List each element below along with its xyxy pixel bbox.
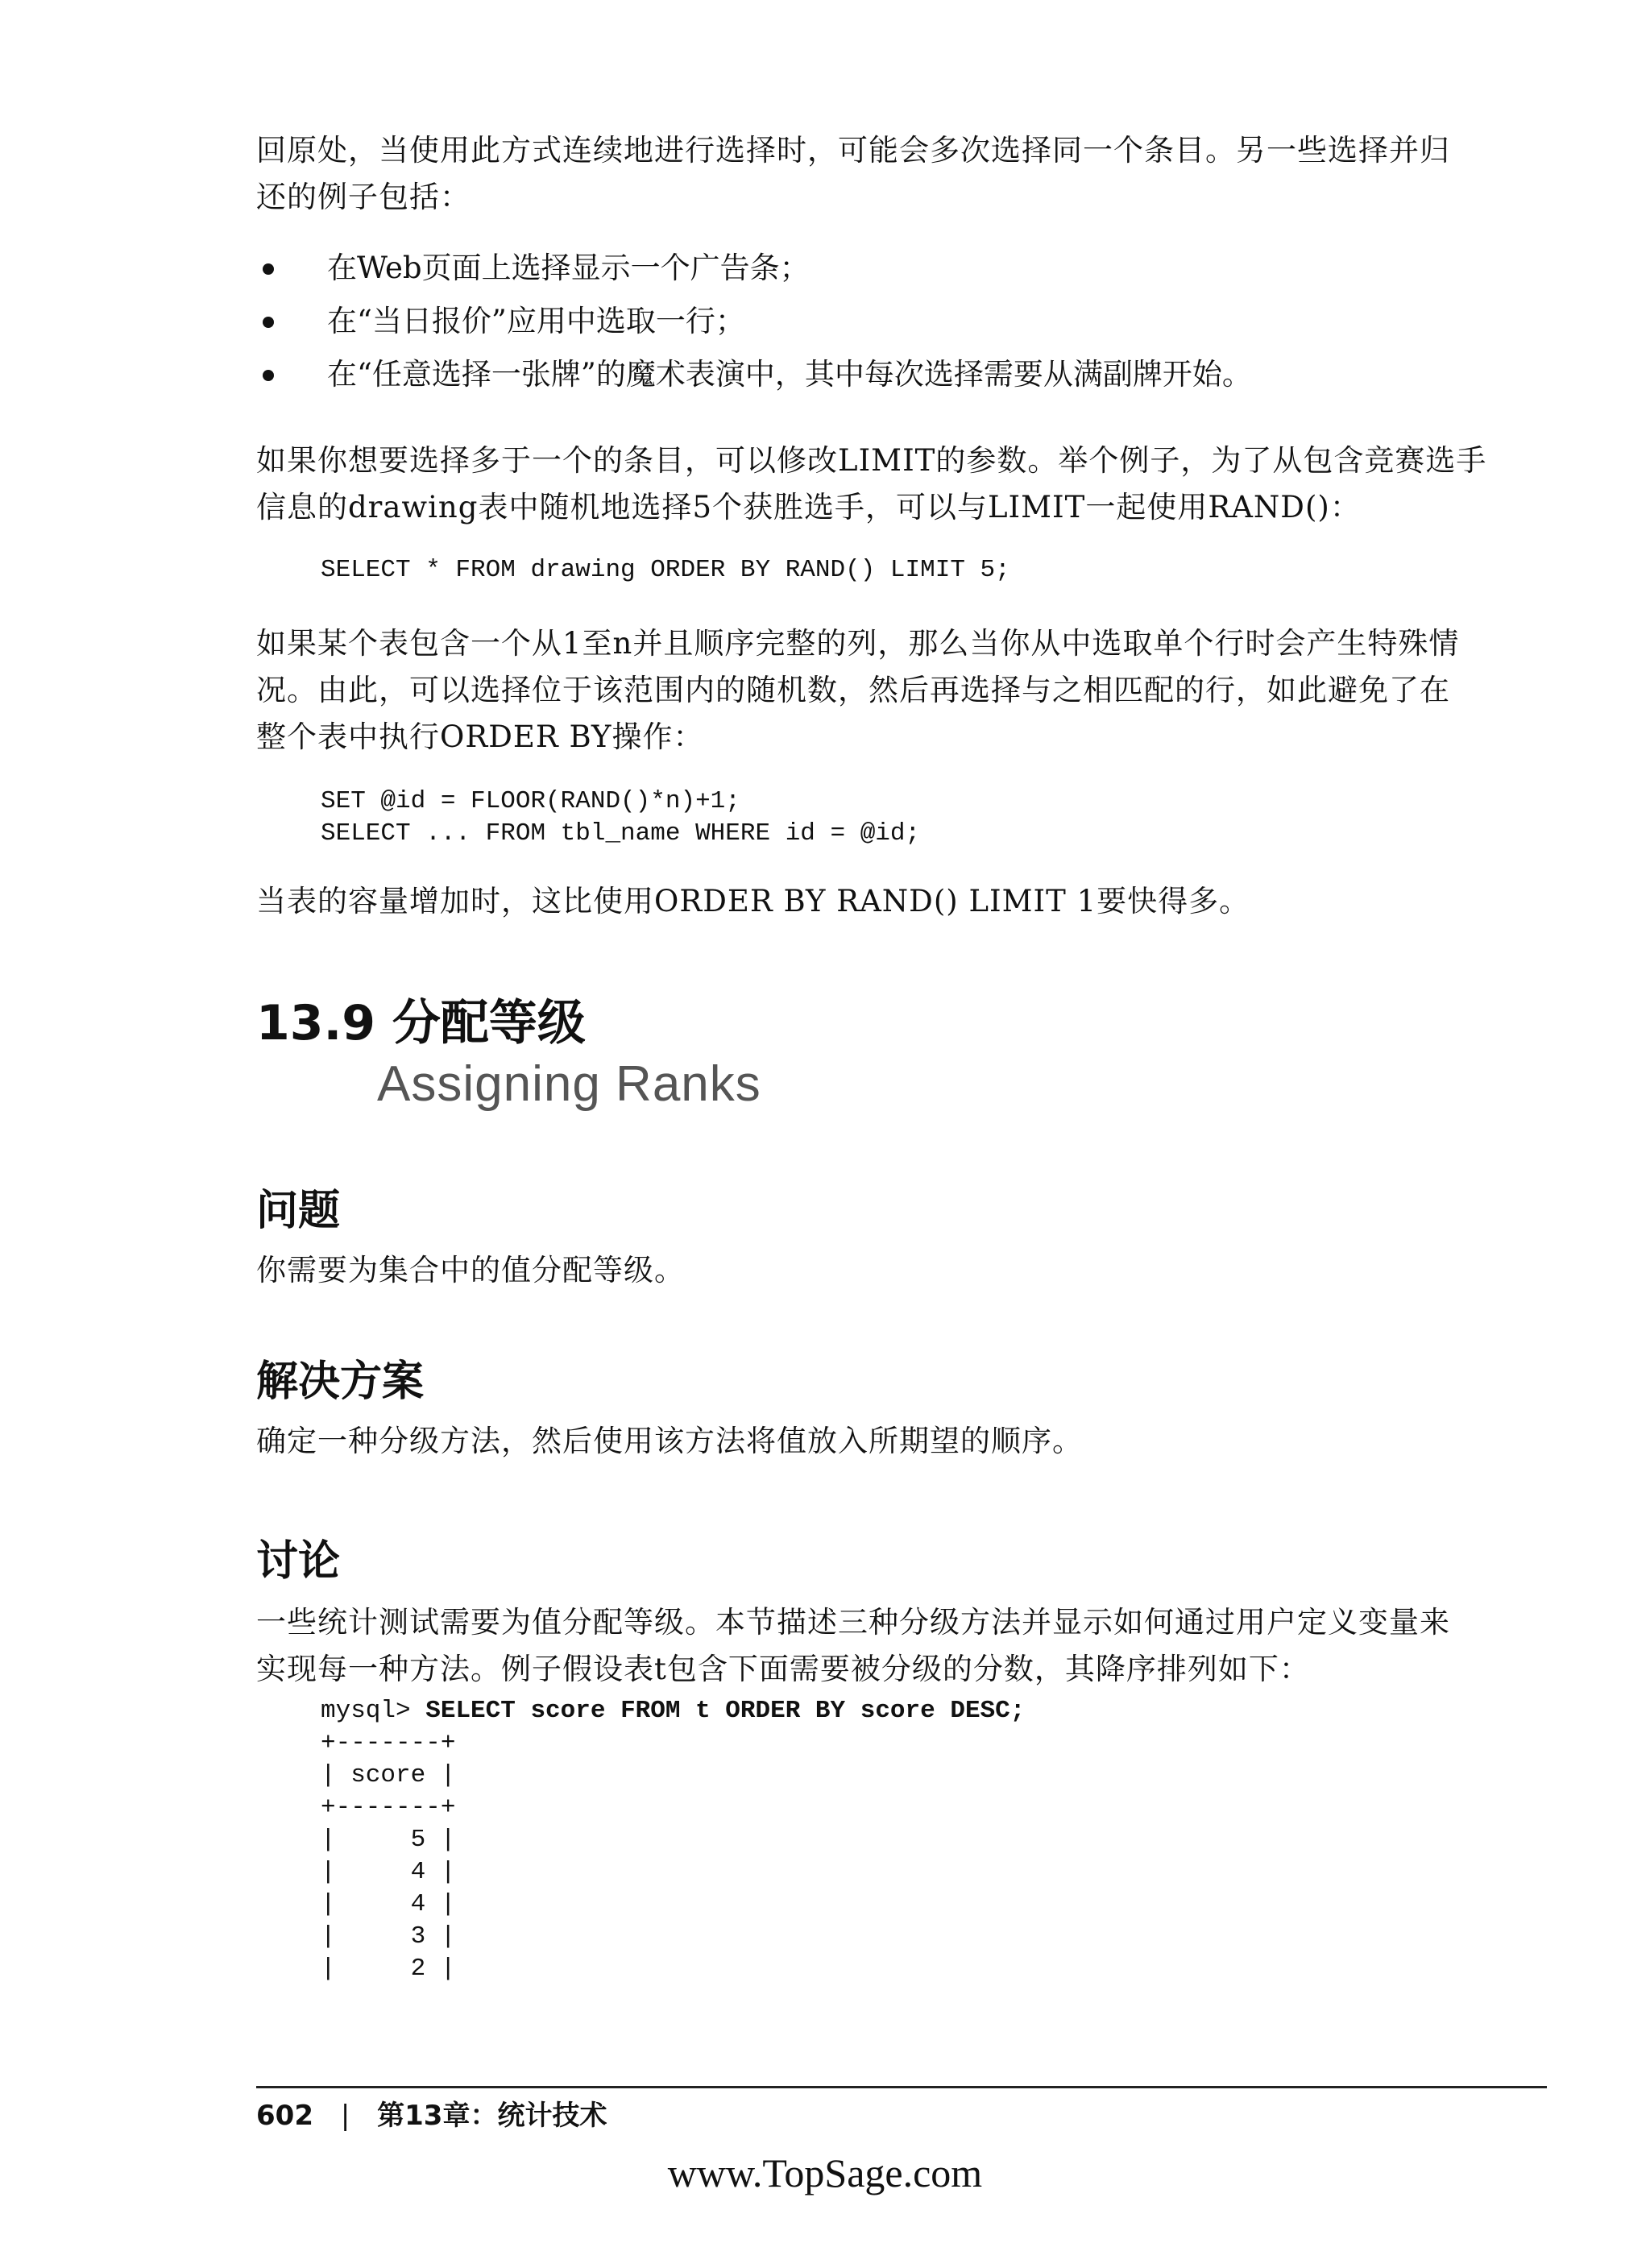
problem-body: [256, 1247, 1547, 1294]
list-item: 在“当日报价”应用中选取一行；: [256, 299, 1547, 344]
range-line-1: 如果某个表包含一个从1至n并且顺序完整的列，那么当你从中选取单个行时会产生特殊情: [256, 626, 1460, 661]
solution-body: [256, 1418, 1547, 1465]
code-line: SET @id = FLOOR(RAND()*n)+1;: [321, 787, 740, 815]
example-list: [256, 246, 1547, 405]
footer-divider: [256, 2086, 1547, 2088]
chapter-title: 第13章：统计技术: [377, 2100, 607, 2132]
discussion-line-1: 一些统计测试需要为值分配等级。本节描述三种分级方法并显示如何通过用户定义变量来: [256, 1605, 1450, 1640]
limit-paragraph: [256, 437, 1547, 531]
discussion-body: [256, 1599, 1547, 1693]
code-line: SELECT * FROM drawing ORDER BY RAND() LIMIT 5;: [321, 556, 1010, 584]
limit-line-1: 如果你想要选择多于一个的条目，可以修改LIMIT的参数。举个例子，为了从包含竞赛选手: [256, 443, 1487, 478]
range-paragraph: [256, 620, 1547, 761]
problem-heading: 问题: [256, 1187, 341, 1235]
site-watermark: www.TopSage.com: [667, 2150, 983, 2195]
intro-line-1: 回原处，当使用此方式连续地进行选择时，可能会多次选择同一个条目。另一些选择并归: [256, 133, 1450, 168]
intro-paragraph: [256, 127, 1547, 221]
performance-paragraph: [256, 878, 1547, 925]
table-row: +-------+: [321, 1793, 456, 1822]
code-line: SELECT ... FROM tbl_name WHERE id = @id;: [321, 819, 921, 848]
table-row: | 2 |: [321, 1955, 456, 1983]
range-line-3: 整个表中执行ORDER BY操作：: [256, 719, 704, 754]
query-prompt: mysql>: [321, 1697, 426, 1725]
page-footer: [256, 2093, 607, 2133]
limit-line-2: 信息的drawing表中随机地选择5个获胜选手，可以与LIMIT一起使用RAND()：: [256, 490, 1361, 525]
query-block: [321, 1695, 1529, 1985]
list-item: 在“任意选择一张牌”的魔术表演中，其中每次选择需要从满副牌开始。: [256, 352, 1547, 397]
section-title: 13.9 分配等级: [256, 995, 586, 1051]
section-subtitle-wrap: [377, 1055, 1505, 1113]
page-number: 602: [256, 2100, 313, 2132]
discussion-heading: 讨论: [256, 1537, 341, 1586]
table-row: | 4 |: [321, 1890, 456, 1918]
table-row: | 3 |: [321, 1922, 456, 1951]
table-row: | 5 |: [321, 1826, 456, 1854]
problem-section: [256, 1176, 1547, 1237]
problem-text: 你需要为集合中的值分配等级。: [256, 1253, 685, 1287]
code-block-2: [321, 786, 1529, 850]
intro-line-2: 还的例子包括：: [256, 180, 471, 214]
discussion-line-2: 实现每一种方法。例子假设表t包含下面需要被分级的分数，其降序排列如下：: [256, 1652, 1310, 1686]
range-line-2: 况。由此，可以选择位于该范围内的随机数，然后再选择与之相匹配的行，如此避免了在: [256, 673, 1450, 707]
footer-separator: |: [340, 2100, 350, 2132]
solution-section: [256, 1347, 1547, 1408]
section-subtitle: Assigning Ranks: [377, 1056, 761, 1112]
discussion-section: [256, 1527, 1547, 1587]
list-item: 在Web页面上选择显示一个广告条；: [256, 246, 1547, 291]
code-block-1: [321, 554, 1529, 587]
table-row: | score |: [321, 1761, 456, 1789]
table-row: +-------+: [321, 1729, 456, 1757]
table-row: | 4 |: [321, 1858, 456, 1886]
performance-line: 当表的容量增加时，这比使用ORDER BY RAND() LIMIT 1要快得多。: [256, 884, 1250, 918]
query-statement: SELECT score FROM t ORDER BY score DESC;: [425, 1697, 1026, 1725]
query-line: [321, 1695, 1529, 1727]
solution-heading: 解决方案: [256, 1358, 425, 1406]
section-heading: [256, 985, 1547, 1054]
solution-text: 确定一种分级方法，然后使用该方法将值放入所期望的顺序。: [256, 1424, 1083, 1458]
